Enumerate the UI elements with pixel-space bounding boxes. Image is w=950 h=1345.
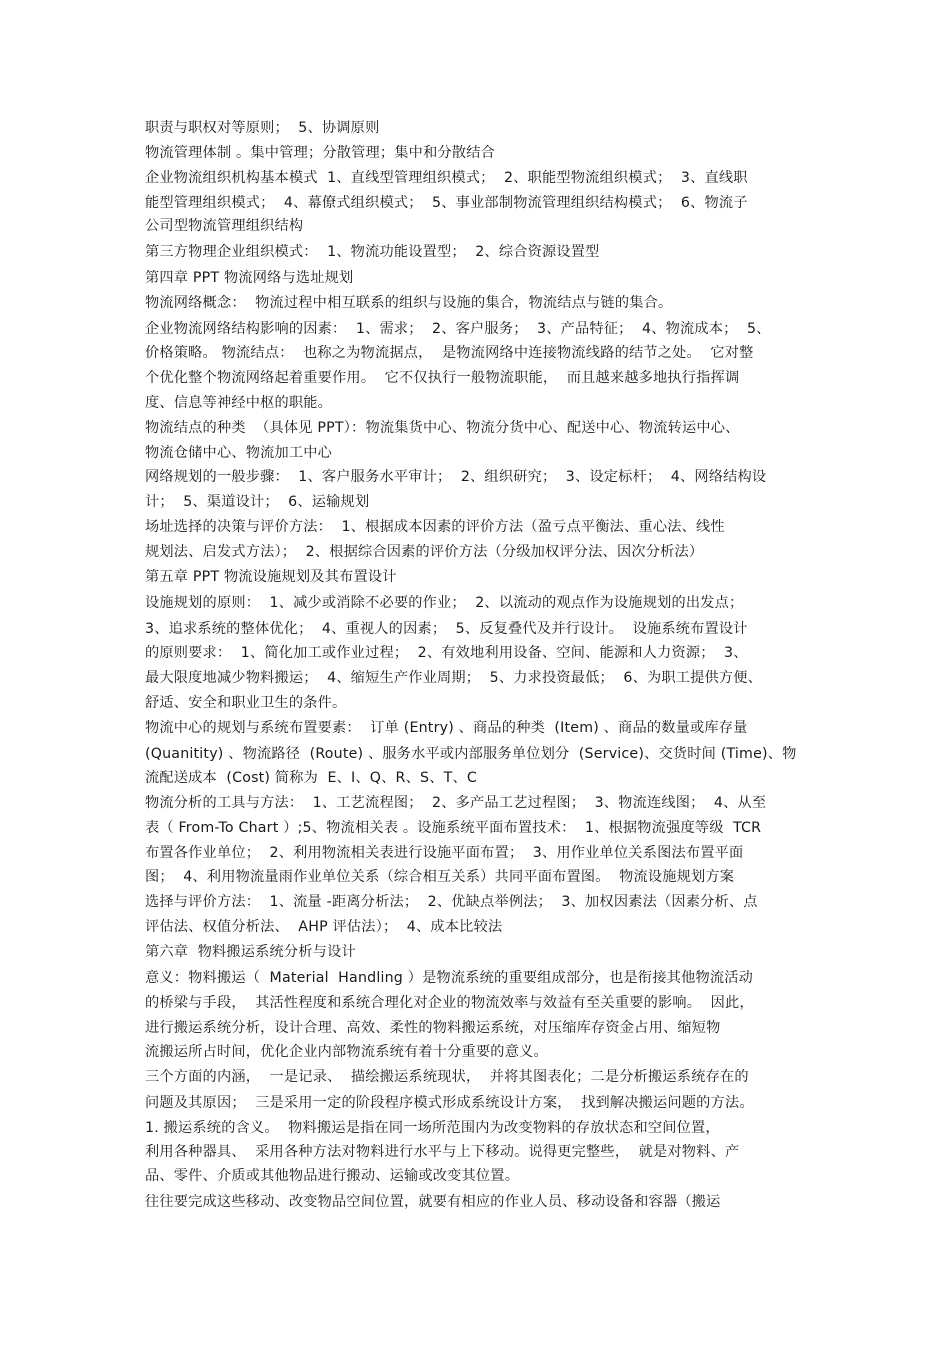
text-line: 选择与评价方法： 1、流量 -距离分析法； 2、优缺点举例法； 3、加权因素法（因素分析、点 xyxy=(145,894,758,910)
chapter-heading: 第五章 PPT 物流设施规划及其布置设计 xyxy=(145,569,397,585)
text-line: 物流结点的种类 （具体见 PPT）：物流集货中心、物流分货中心、配送中心、物流转运中心、 xyxy=(145,420,740,436)
chapter-heading: 第六章 物料搬运系统分析与设计 xyxy=(145,944,356,960)
text-line: 表（ From-To Chart ）;5、物流相关表 。设施系统平面布置技术： 1、根据物流强度等级 TCR xyxy=(145,820,762,836)
text-line: 的原则要求： 1、简化加工或作业过程； 2、有效地利用设备、空间、能源和人力资源； 3、 xyxy=(145,645,748,661)
text-line: 个优化整个物流网络起着重要作用。 它不仅执行一般物流职能， 而且越来越多地执行指挥调 xyxy=(145,370,740,386)
text-line: 物流仓储中心、物流加工中心 xyxy=(145,445,333,461)
text-line: 舒适、安全和职业卫生的条件。 xyxy=(145,695,347,711)
text-line: 场址选择的决策与评价方法： 1、根据成本因素的评价方法（盈亏点平衡法、重心法、线性 xyxy=(145,519,725,535)
text-line: 流配送成本 (Cost) 简称为 E、I、Q、R、S、T、C xyxy=(145,770,477,786)
text-line: 流搬运所占时间，优化企业内部物流系统有着十分重要的意义。 xyxy=(145,1044,548,1060)
text-line: 往往要完成这些移动、改变物品空间位置，就要有相应的作业人员、移动设备和容器（搬运 xyxy=(145,1194,721,1210)
text-line: 物流网络概念： 物流过程中相互联系的组织与设施的集合，物流结点与链的集合。 xyxy=(145,295,673,311)
text-line: 3、追求系统的整体优化； 4、重视人的因素； 5、反复叠代及并行设计。 设施系统布置设计 xyxy=(145,621,748,637)
text-line: 度、信息等神经中枢的职能。 xyxy=(145,395,333,411)
text-line: 物流中心的规划与系统布置要素： 订单 (Entry) 、商品的种类 (Item) 、商品的数量或库存量 xyxy=(145,720,748,736)
text-line: 最大限度地减少物料搬运； 4、缩短生产作业周期； 5、力求投资最低； 6、为职工提供方便、 xyxy=(145,670,763,686)
text-line: 规划法、启发式方法）； 2、根据综合因素的评价方法（分级加权评分法、因次分析法） xyxy=(145,544,704,560)
chapter-heading: 第四章 PPT 物流网络与选址规划 xyxy=(145,270,354,286)
text-line: 能型管理组织模式； 4、幕僚式组织模式； 5、事业部制物流管理组织结构模式； 6、物流子 xyxy=(145,195,748,211)
text-line: (Quanitity) 、物流路径 (Route) 、服务水平或内部服务单位划分 (Service)、交货时间 (Time)、物 xyxy=(145,746,797,762)
text-line: 图； 4、利用物流量雨作业单位关系（综合相互关系）共同平面布置图。 物流设施规划方案 xyxy=(145,869,735,885)
text-line: 职责与职权对等原则； 5、协调原则 xyxy=(145,120,380,136)
text-line: 意义：物料搬运（ Material Handling ）是物流系统的重要组成部分，也是衔接其他物流活动 xyxy=(145,970,754,986)
text-line: 第三方物理企业组织模式： 1、物流功能设置型； 2、综合资源设置型 xyxy=(145,244,600,260)
text-line: 利用各种器具、 采用各种方法对物料进行水平与上下移动。说得更完整些， 就是对物料、产 xyxy=(145,1144,740,1160)
text-line: 设施规划的原则： 1、减少或消除不必要的作业； 2、以流动的观点作为设施规划的出发点； xyxy=(145,595,744,611)
text-line: 三个方面的内涵， 一是记录、 描绘搬运系统现状， 并将其图表化；二是分析搬运系统存在的 xyxy=(145,1069,749,1085)
text-line: 进行搬运系统分析，设计合理、高效、柔性的物料搬运系统，对压缩库存资金占用、缩短物 xyxy=(145,1020,721,1036)
text-line: 物流分析的工具与方法： 1、工艺流程图； 2、多产品工艺过程图； 3、物流连线图； 4、从至 xyxy=(145,795,767,811)
text-line: 公司型物流管理组织结构 xyxy=(145,218,304,234)
text-line: 1. 搬运系统的含义。 物料搬运是指在同一场所范围内为改变物料的存放状态和空间位置， xyxy=(145,1120,720,1136)
text-line: 网络规划的一般步骤： 1、客户服务水平审计； 2、组织研究； 3、设定标杆； 4、网络结构设 xyxy=(145,469,767,485)
text-line: 问题及其原因； 三是采用一定的阶段程序模式形成系统设计方案， 找到解决搬运问题的方法。 xyxy=(145,1095,754,1111)
text-line: 企业物流网络结构影响的因素： 1、需求； 2、客户服务； 3、产品特征； 4、物流成本； 5、 xyxy=(145,321,771,337)
text-line: 评估法、权值分析法、 AHP 评估法）； 4、成本比较法 xyxy=(145,919,503,935)
text-line: 物流管理体制 。集中管理；分散管理；集中和分散结合 xyxy=(145,145,496,161)
text-line: 计； 5、渠道设计； 6、运输规划 xyxy=(145,494,370,510)
text-line: 价格策略。 物流结点： 也称之为物流据点， 是物流网络中连接物流线路的结节之处。 它对整 xyxy=(145,345,754,361)
text-line: 的桥梁与手段， 其活性程度和系统合理化对企业的物流效率与效益有至关重要的影响。 因此， xyxy=(145,995,754,1011)
text-line: 企业物流组织机构基本模式 1、直线型管理组织模式； 2、职能型物流组织模式； 3、直线职 xyxy=(145,170,748,186)
text-line: 布置各作业单位； 2、利用物流相关表进行设施平面布置； 3、用作业单位关系图法布置平面 xyxy=(145,845,744,861)
text-line: 品、零件、介质或其他物品进行搬动、运输或改变其位置。 xyxy=(145,1168,520,1184)
